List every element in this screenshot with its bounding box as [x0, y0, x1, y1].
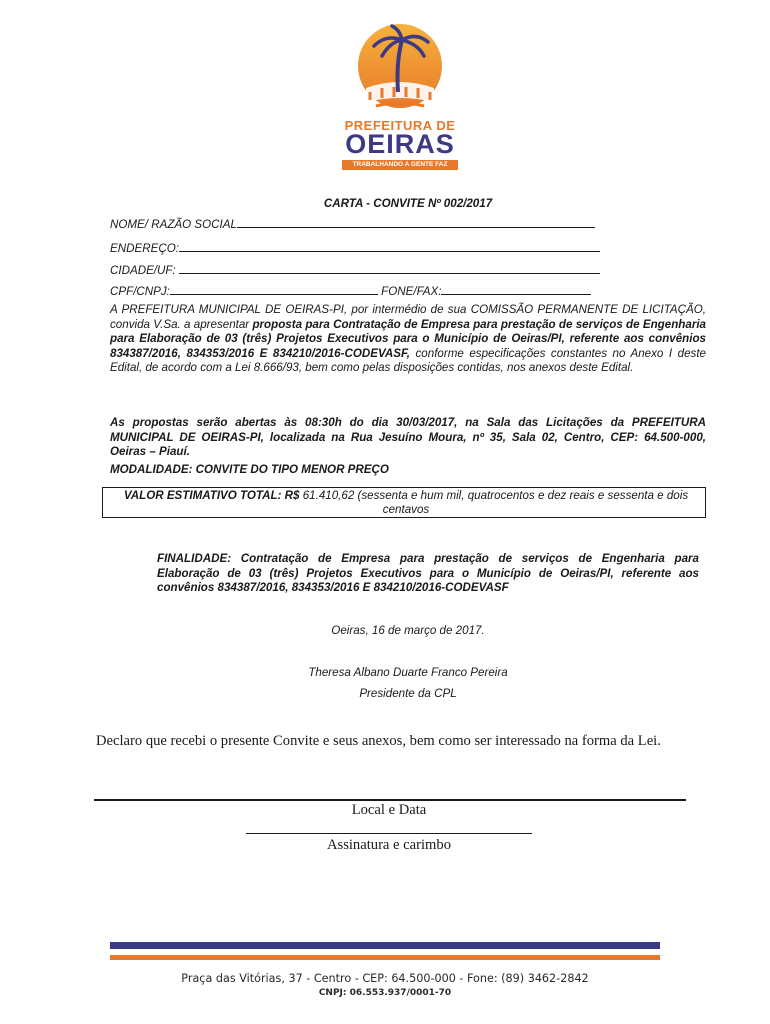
field-cpf-fone: [110, 283, 591, 298]
intro-text: A PREFEITURA MUNICIPAL DE OEIRAS-PI, por intermédio de sua COMISSÃO PERMANENTE DE LICITAÇÃO, convida V.Sa. a apresentar: [110, 303, 706, 331]
sun-palm-icon: [330, 22, 470, 118]
logo-line2: OEIRAS: [345, 129, 455, 159]
declaration: Declaro que recebi o presente Convite e seus anexos, bem como ser interessado na forma da Lei.: [96, 733, 661, 749]
field-fone-line: [441, 283, 591, 295]
document-date: Oeiras, 16 de março de 2017.: [331, 624, 485, 637]
field-fone-label: FONE/FAX:: [381, 285, 442, 298]
valor-box: [102, 487, 706, 518]
field-nome-label: NOME/ RAZÃO SOCIAL: [110, 218, 237, 231]
assinatura-label: Assinatura e carimbo: [326, 837, 451, 853]
field-cidade-label: CIDADE/UF:: [110, 264, 176, 277]
field-cpf-line: [170, 283, 378, 295]
local-data-label: Local e Data: [351, 802, 427, 818]
logo-line1: PREFEITURA DE: [344, 118, 456, 133]
field-endereco: [110, 240, 600, 255]
valor-label: VALOR ESTIMATIVO TOTAL: R$: [123, 489, 300, 502]
field-endereco-label: ENDEREÇO:: [110, 242, 179, 255]
field-nome-line: [237, 216, 595, 228]
signer-role: Presidente da CPL: [359, 687, 457, 700]
intro-tail: conforme especificações constantes no Anexo I deste Edital, de acordo com a Lei 8.666/93, bem como pelas disposições contidas, nos anexos deste Edital.: [110, 346, 706, 374]
field-cpf-label: CPF/CNPJ:: [110, 285, 170, 298]
footer-cnpj: CNPJ: 06.553.937/0001-70: [318, 988, 452, 998]
document-title: CARTA - CONVITE Nº 002/2017: [323, 197, 493, 210]
field-cidade: [110, 262, 600, 277]
footer-band-blue: [110, 942, 660, 949]
field-endereco-line: [179, 240, 600, 252]
footer-address: Praça das Vitórias, 37 - Centro - CEP: 64.500-000 - Fone: (89) 3462-2842: [181, 972, 589, 985]
finalidade: FINALIDADE: Contratação de Empresa para prestação de serviços de Engenharia para Elaboração de 03 (três) Projetos Executivos para o Município de Oeiras/PI, referente aos convênios 834387/2016, 834353/2016 E 834210/2016-CODEVASF: [157, 552, 699, 594]
modalidade: MODALIDADE: CONVITE DO TIPO MENOR PREÇO: [110, 463, 389, 476]
opening-paragraph: As propostas serão abertas às 08:30h do dia 30/03/2017, na Sala das Licitações da PREFEITURA MUNICIPAL DE OEIRAS-PI, localizada na Rua Jesuíno Moura, nº 35, Sala 02, Centro, CEP: 64.500-000, Oeiras – Piauí.: [110, 416, 706, 458]
intro-bold: proposta para Contratação de Empresa para prestação de serviços de Engenharia para Elaboração de 03 (três) Projetos Executivos para o Município de Oeiras/PI, referente aos convênios 834387/2016, 834353/2016 E 834210/2016-CODEVASF,: [110, 317, 706, 360]
signature-line: [246, 833, 532, 834]
divider: [94, 799, 686, 801]
footer-band-orange: [110, 955, 660, 960]
logo-tagline: TRABALHANDO A GENTE FAZ: [342, 160, 458, 170]
prefeitura-logo: [330, 22, 470, 172]
field-cidade-line: [179, 262, 600, 274]
intro-paragraph: [110, 303, 706, 376]
field-nome: [110, 216, 595, 231]
signer-name: Theresa Albano Duarte Franco Pereira: [308, 666, 508, 679]
valor-text: 61.410,62 (sessenta e hum mil, quatrocentos e dez reais e sessenta e dois centavos: [299, 489, 689, 516]
